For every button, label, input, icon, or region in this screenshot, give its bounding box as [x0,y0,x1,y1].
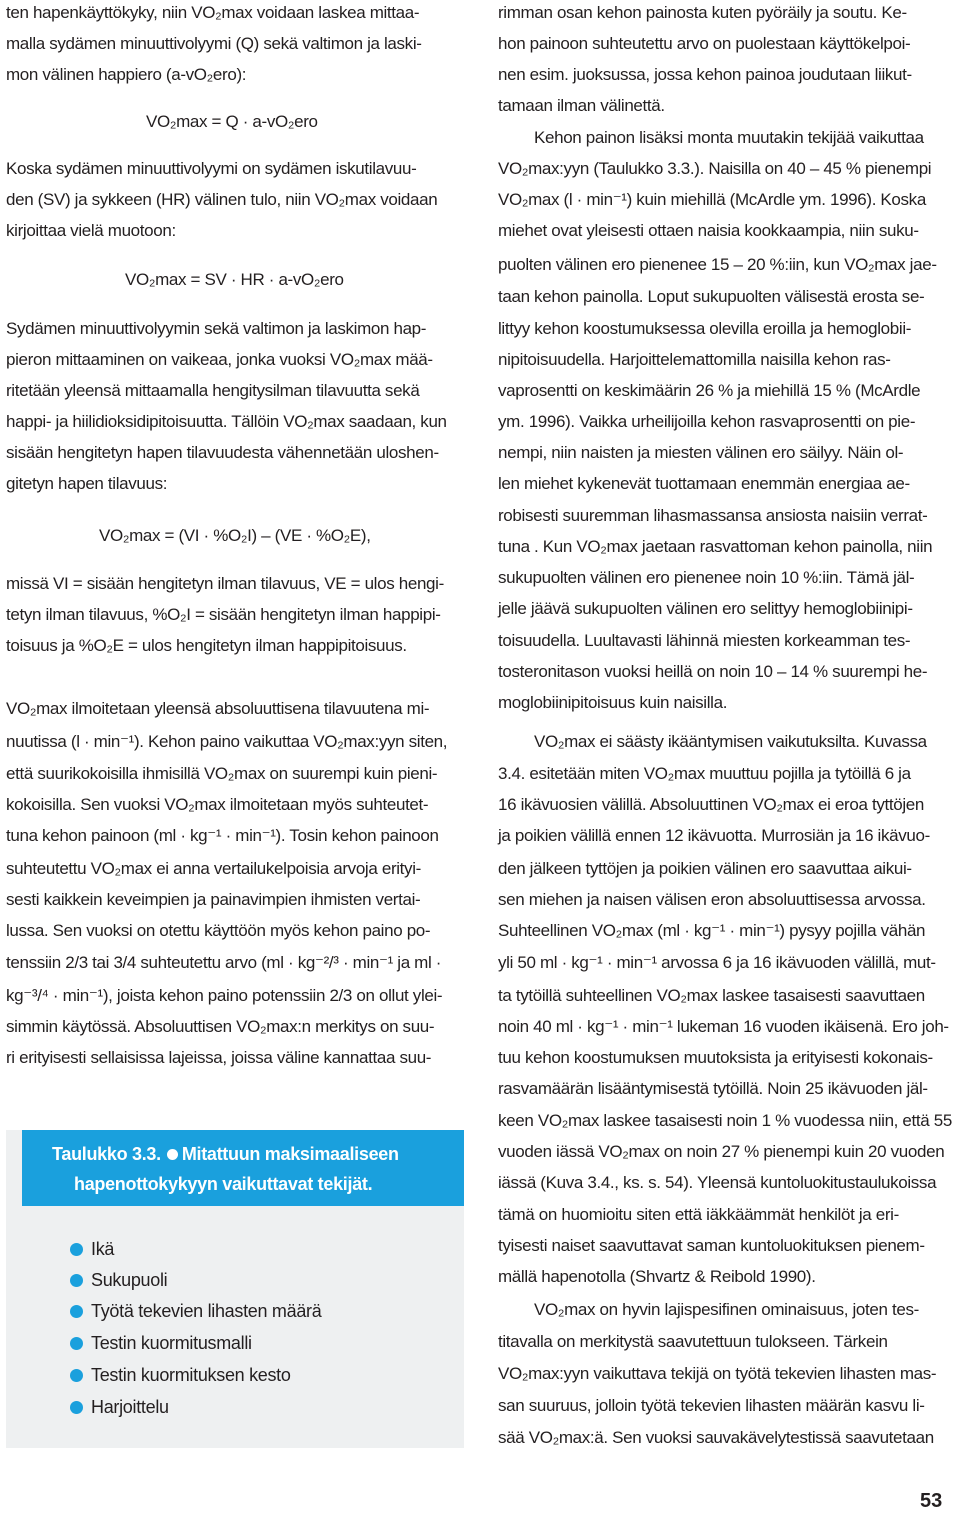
text-line: suhteutettu VO₂max ei anna vertailukelpoisia arvoja erityi- [6,859,421,878]
text-line: kg⁻³/⁴ · min⁻¹), joista kehon paino potenssiin 2/3 on ollut ylei- [6,986,443,1005]
text-line: ri erityisesti sellaisissa lajeissa, joissa väline kannattaa suu- [6,1048,432,1067]
text-line: vaprosentti on keskimäärin 26 % ja miehillä 15 % (McArdle [498,381,921,400]
text-line: sää VO₂max:ä. Sen vuoksi sauvakävelytestissä saavutetaan [498,1428,934,1447]
text-line: sukupuolten välinen ero pienenee noin 10 %:iin. Tämä jäl- [498,568,915,587]
text-line: VO₂max:yyn vaikuttava tekijä on työtä tekevien lihasten mas- [498,1364,937,1383]
factor-label: Työtä tekevien lihasten määrä [91,1301,322,1321]
text-line: VO₂max ilmoitetaan yleensä absoluuttisena tilavuutena mi- [6,699,430,718]
factor-item [70,1363,291,1387]
text-line: simmin käytössä. Absoluuttisen VO₂max:n merkitys on suu- [6,1017,435,1036]
text-line: malla sydämen minuuttivolyymi (Q) sekä valtimon ja laski- [6,34,422,53]
text-line: den jälkeen tyttöjen ja poikien välinen ero saavuttaa aikui- [498,859,912,878]
text-line: littyy kehon koostumuksessa olevilla eroilla ja hemoglobii- [498,319,912,338]
text-line: ym. 1996). Vaikka urheilijoilla kehon rasvaprosentti on pie- [498,412,916,431]
text-line: tuna kehon painoon (ml · kg⁻¹ · min⁻¹). Tosin kehon painoon [6,826,439,845]
text-line: iässä (Kuva 3.4., ks. s. 54). Yleensä kuntoluokitustaulukoissa [498,1173,937,1192]
factor-label: Testin kuormitusmalli [91,1333,252,1353]
formula: VO₂max = SV · HR · a-vO₂ero [125,270,344,289]
text-line: lussa. Sen vuoksi on otettu käyttöön myös kehon paino po- [6,921,431,940]
text-line: tosteronitason vuoksi heillä on noin 10 – 14 % suurempi he- [498,662,928,681]
table-title-line-2: hapenottokykyyn vaikuttavat tekijät. [74,1174,373,1194]
text-line: mällä hapenotolla (Shvartz & Reibold 1990). [498,1267,816,1286]
text-line: jelle jäävä sukupuolten välinen ero selittyy hemoglobiinipi- [498,599,913,618]
text-line: toisuudella. Luultavasti lähinnä miesten korkeamman tes- [498,631,911,650]
text-line: 16 ikävuosien välillä. Absoluuttinen VO₂max ei eroa tyttöjen [498,795,924,814]
text-line: moglobiinipitoisuus kuin naisilla. [498,693,728,712]
text-line: nen esim. juoksussa, jossa kehon painoa joudutaan liikut- [498,65,912,84]
text-line: sen miehen ja naisen välisen eron absoluuttisessa arvossa. [498,890,926,909]
text-line: Suhteellinen VO₂max (ml · kg⁻¹ · min⁻¹) pysyy pojilla vähän [498,921,926,940]
table-label: Taulukko 3.3. [52,1144,161,1164]
formula: VO₂max = (VI · %O₂I) – (VE · %O₂E), [99,526,371,545]
page-number: 53 [920,1490,943,1512]
text-line: rimman osan kehon painosta kuten pyöräily ja soutu. Ke- [498,3,907,22]
text-line: ten hapenkäyttökyky, niin VO₂max voidaan laskea mittaa- [6,3,420,22]
text-line: sisään hengitetyn hapen tilavuudesta vähennetään uloshen- [6,443,439,462]
text-line: keen VO₂max laskee tasaisesti noin 1 % vuodessa niin, että 55 [498,1111,952,1130]
text-line: toisuus ja %O₂E = ulos hengitetyn ilman happipitoisuus. [6,636,407,655]
text-line: len miehet kykenevät tuottamaan enemmän energiaa ae- [498,474,910,493]
text-line: VO₂max on hyvin lajispesifinen ominaisuus, joten tes- [534,1300,919,1319]
text-line: taan kehon painolla. Loput sukupuolten välisestä erosta se- [498,287,925,306]
text-line: nuutissa (l · min⁻¹). Kehon paino vaikuttaa VO₂max:yyn siten, [6,732,448,751]
text-line: Kehon painon lisäksi monta muutakin tekijää vaikuttaa [534,128,924,147]
text-line: Koska sydämen minuuttivolyymi on sydämen iskutilavuu- [6,159,417,178]
bullet-icon [70,1305,83,1318]
text-line: san suuruus, jolloin työtä tekevien lihasten määrän kasvu li- [498,1396,925,1415]
text-line: kirjoittaa vielä muotoon: [6,221,176,240]
factor-label: Ikä [91,1239,115,1259]
text-line: tetyn ilman tilavuus, %O₂I = sisään hengitetyn ilman happipi- [6,605,441,624]
factor-label: Testin kuormituksen kesto [91,1365,291,1385]
table-title: Mitattuun maksimaaliseen [181,1144,399,1164]
text-line: tamaan ilman välinettä. [498,96,665,115]
factor-item [70,1331,252,1355]
factor-item [70,1299,321,1323]
text-line: ritetään yleensä mittaamalla hengitysilman tilavuutta sekä [6,381,420,400]
text-line: pieron mittaaminen on vaikeaa, jonka vuoksi VO₂max mää- [6,350,433,369]
factor-item [70,1395,169,1419]
text-line: VO₂max ei säästy ikääntymisen vaikutuksilta. Kuvassa [534,732,927,751]
text-line: tuu kehon koostumuksen muutoksista ja erityisesti kokonais- [498,1048,933,1067]
text-line: VO₂max (l · min⁻¹) kuin miehillä (McArdle ym. 1996). Koska [498,190,926,209]
text-line: titavalla on merkitystä saavutettuun tulokseen. Tärkein [498,1332,888,1351]
formula: VO₂max = Q · a-vO₂ero [146,112,318,131]
text-line: tenssiin 2/3 tai 3/4 suhteutettu arvo (ml · kg⁻²/³ · min⁻¹ ja ml · [6,953,442,972]
text-line: että suurikokoisilla ihmisillä VO₂max on suurempi kuin pieni- [6,764,438,783]
text-line: tyisesti naiset saavuttavat saman kuntoluokituksen pienem- [498,1236,925,1255]
factor-item [70,1268,167,1292]
text-line: yli 50 ml · kg⁻¹ · min⁻¹ arvossa 6 ja 16 ikävuoden välillä, mut- [498,953,936,972]
text-line: tuna . Kun VO₂max jaetaan rasvattoman kehon painolla, niin [498,537,933,556]
text-line: puolten välinen ero pienenee 15 – 20 %:iin, kun VO₂max jae- [498,255,937,274]
text-line: sesti kaikkein keveimpien ja painavimpien ihmisten vertai- [6,890,421,909]
factor-label: Harjoittelu [91,1397,169,1417]
text-line: Sydämen minuuttivolyymin sekä valtimon ja laskimon hap- [6,319,427,338]
bullet-icon [70,1369,83,1382]
text-line: ja poikien välillä ennen 12 ikävuotta. Murrosiän ja 16 ikävuo- [498,826,930,845]
table-title-line-1 [52,1142,399,1166]
text-line: nempi, niin naisten ja miesten välinen ero säilyy. Näin ol- [498,443,904,462]
text-line: VO₂max:yyn (Taulukko 3.3.). Naisilla on 40 – 45 % pienempi [498,159,932,178]
text-line: miehet ovat yleisesti ottaen naisia kookkaampia, niin suku- [498,221,919,240]
text-line: missä VI = sisään hengitetyn ilman tilavuus, VE = ulos hengi- [6,574,444,593]
text-line: tämä on huomioitu siten että iäkkäämmät henkilöt ja eri- [498,1205,899,1224]
bullet-icon [70,1401,83,1414]
text-line: kokoisilla. Sen vuoksi VO₂max ilmoitetaan myös suhteutet- [6,795,429,814]
text-line: nipitoisuudella. Harjoittelemattomilla naisilla kehon ras- [498,350,891,369]
factor-item [70,1237,114,1261]
factor-label: Sukupuoli [91,1270,168,1290]
text-line: robisesti suuremman lihasmassansa ansiosta naisiin verrat- [498,506,928,525]
text-line: gitetyn hapen tilavuus: [6,474,168,493]
bullet-icon [167,1149,178,1160]
text-line: mon välinen happiero (a-vO₂ero): [6,65,247,84]
text-line: hon painoon suhteutettu arvo on puolestaan käyttökelpoi- [498,34,911,53]
bullet-icon [70,1337,83,1350]
text-line: happi- ja hiilidioksidipitoisuutta. Tällöin VO₂max saadaan, kun [6,412,447,431]
bullet-icon [70,1243,83,1256]
bullet-icon [70,1274,83,1287]
text-line: vuoden iässä VO₂max on noin 27 % pienempi kuin 20 vuoden [498,1142,945,1161]
text-line: ta tytöillä suhteellinen VO₂max laskee tasaisesti saavuttaen [498,986,925,1005]
text-line: rasvamäärän lisääntymisestä tytöillä. Noin 25 ikävuoden jäl- [498,1079,928,1098]
text-line: den (SV) ja sykkeen (HR) välinen tulo, niin VO₂max voidaan [6,190,438,209]
text-line: noin 40 ml · kg⁻¹ · min⁻¹ lukeman 16 vuoden ikäisenä. Ero joh- [498,1017,949,1036]
text-line: 3.4. esitetään miten VO₂max muuttuu pojilla ja tytöillä 6 ja [498,764,911,783]
